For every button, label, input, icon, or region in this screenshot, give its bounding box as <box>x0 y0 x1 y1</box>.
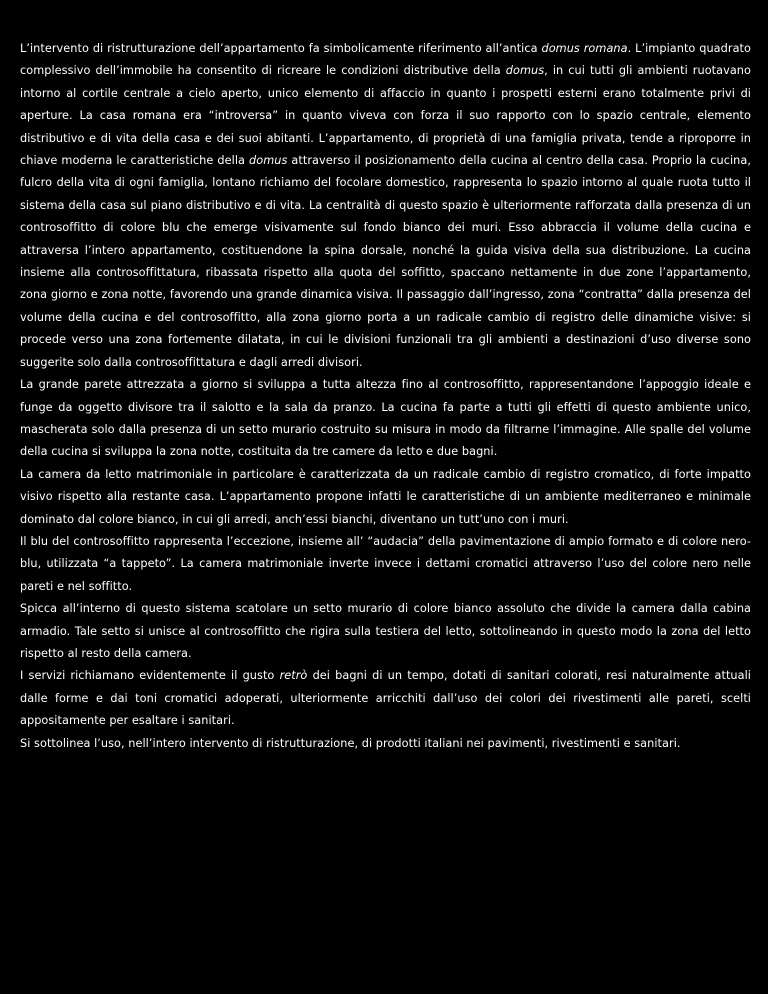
text-run: La camera da letto matrimoniale in particolare è caratterizzata da un radicale cambio di registro cromatico, di forte impatto visivo rispetto alla restante casa. L’appartamento propone infatti le caratteristiche di un ambiente mediterraneo e minimale dominato dal colore bianco, in cui gli arredi, anch’essi bianchi, diventano un tutt’uno con i muri. <box>20 467 751 526</box>
text-run: I servizi richiamano evidentemente il gusto <box>20 669 280 683</box>
paragraph-master-bedroom <box>20 464 751 531</box>
paragraph-domus-concept <box>20 38 751 374</box>
paragraph-living-wall <box>20 374 751 464</box>
text-run-italic: domus romana <box>541 42 628 55</box>
paragraph-blue-ceiling <box>20 531 751 598</box>
paragraph-wall-partition <box>20 598 751 665</box>
text-run: La grande parete attrezzata a giorno si sviluppa a tutta altezza fino al controsoffitto, rappresentandone l’appoggio ideale e funge da oggetto divisore tra il salotto e la sala da pranzo. La cucina fa parte a tutti gli effetti di questo ambiente unico, mascherata solo dalla presenza di un setto murario costruito su misura in modo da filtrarne l’immagine. Alle spalle del volume della cucina si sviluppa la zona notte, costituita da tre camere da letto e due bagni. <box>20 378 751 459</box>
text-run-italic: domus <box>249 154 288 168</box>
text-run: , in cui tutti gli ambienti ruotavano intorno al cortile centrale a cielo aperto, unico elemento di affaccio in quanto i prospetti esterni erano totalmente privi di aperture. La casa romana era “introversa” in quanto viveva con forza il suo rapporto con lo spazio centrale, elemento distributivo e di vita della casa e dei suoi abitanti. L’appartamento, di proprietà di una famiglia privata, tende a riproporre in chiave moderna le caratteristiche della <box>20 64 751 168</box>
text-run: Si sottolinea l’uso, nell’intero intervento di ristrutturazione, di prodotti italiani nei pavimenti, rivestimenti e sanitari. <box>20 736 681 750</box>
paragraph-italian-products <box>20 733 751 755</box>
text-run: dei bagni di un tempo, dotati di sanitari colorati, resi naturalmente attuali dalle forme e dai toni cromatici adoperati, ulteriormente arricchiti dall’uso dei colori dei rivestimenti alle pareti, scelti appositamente per esaltare i sanitari. <box>20 669 751 728</box>
paragraph-bathrooms <box>20 665 751 732</box>
document-body <box>20 38 751 755</box>
text-run: attraverso il posizionamento della cucina al centro della casa. Proprio la cucina, fulcro della vita di ogni famiglia, lontano richiamo del focolare domestico, rappresenta lo spazio intorno al quale ruota tutto il sistema della casa sul piano distributivo e di vita. La centralità di questo spazio è ulteriormente rafforzata dalla presenza di un controsoffitto di colore blu che emerge visivamente sul fondo bianco dei muri. Esso abbraccia il volume della cucina e attraversa l’intero appartamento, costituendone la spina dorsale, nonché la guida visiva della sua distribuzione. La cucina insieme alla controsoffittatura, ribassata rispetto alla quota del soffitto, spaccano nettamente in due zone l’appartamento, zona giorno e zona notte, favorendo una grande dinamica visiva. Il passaggio dall’ingresso, zona “contratta” dalla presenza del volume della cucina e del controsoffitto, alla zona giorno porta a un radicale cambio di registro delle dinamiche visive: si procede verso una zona fortemente dilatata, in cui le divisioni funzionali tra gli ambienti a destinazioni d’uso diverse sono suggerite solo dalla controsoffittatura e dagli arredi divisori. <box>20 154 751 369</box>
text-run: Il blu del controsoffitto rappresenta l’eccezione, insieme all’ “audacia” della pavimentazione di ampio formato e di colore nero-blu, utilizzata “a tappeto”. La camera matrimoniale inverte invece i dettami cromatici attraverso l’uso del colore nero nelle pareti e nel soffitto. <box>20 534 751 593</box>
text-run: L’intervento di ristrutturazione dell’appartamento fa simbolicamente riferimento all’antica <box>20 42 542 55</box>
text-run: Spicca all’interno di questo sistema scatolare un setto murario di colore bianco assoluto che divide la camera dalla cabina armadio. Tale setto si unisce al controsoffitto che rigira sulla testiera del letto, sottolineando in questo modo la zona del letto rispetto al resto della camera. <box>20 602 751 660</box>
text-run-italic: domus <box>505 64 545 78</box>
text-run-italic: retrò <box>279 669 308 683</box>
text-run: . L’impianto quadrato complessivo dell’immobile ha consentito di ricreare le condizioni distributive della <box>20 42 751 78</box>
